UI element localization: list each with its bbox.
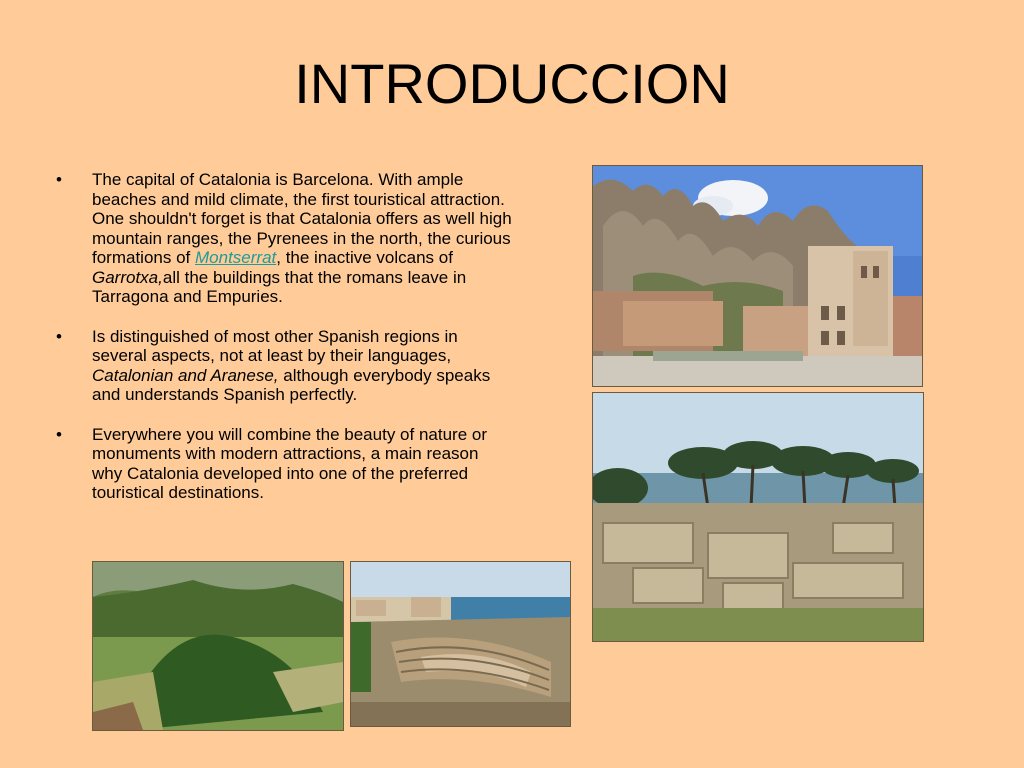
bullet-text: Is distinguished of most other Spanish regions in several aspects, not at least by their languages, [92, 326, 458, 365]
garrotxa-volcano-photo [92, 561, 344, 731]
bullet-item [52, 170, 512, 307]
bullet-text: Everywhere you will combine the beauty of nature or monuments with modern attractions, a main reason why Catalonia developed into one of the preferred touristical destinations. [92, 424, 487, 502]
bullet-item [52, 425, 512, 503]
bullet-marker: • [56, 424, 62, 444]
bullet-text: The capital of Catalonia is Barcelona. With ample beaches and mild climate, the first touristical attraction. One shouldn't forget is that Catalonia offers as well high mountain ranges, the Pyrenees in the north, the curious formations of [92, 170, 512, 267]
bullet-text: all the buildings that the romans leave in Tarragona and Empuries. [92, 267, 467, 306]
bullet-list [52, 170, 512, 523]
slide-title: INTRODUCCION [294, 52, 730, 115]
bullet-marker: • [56, 326, 62, 346]
bullet-marker: • [56, 170, 62, 189]
bullet-italic-text: Garrotxa, [92, 267, 163, 287]
montserrat-photo [592, 165, 923, 387]
bullet-text: although everybody speaks and understands Spanish perfectly. [92, 365, 491, 404]
bullet-italic-text: Catalonian and Aranese, [92, 365, 279, 385]
bullet-item [52, 327, 512, 405]
empuries-ruins-photo [592, 392, 924, 642]
bullet-text: , the inactive volcans of [276, 248, 453, 267]
montserrat-link[interactable]: Montserrat [195, 248, 277, 267]
tarragona-amphitheatre-photo [350, 561, 571, 727]
